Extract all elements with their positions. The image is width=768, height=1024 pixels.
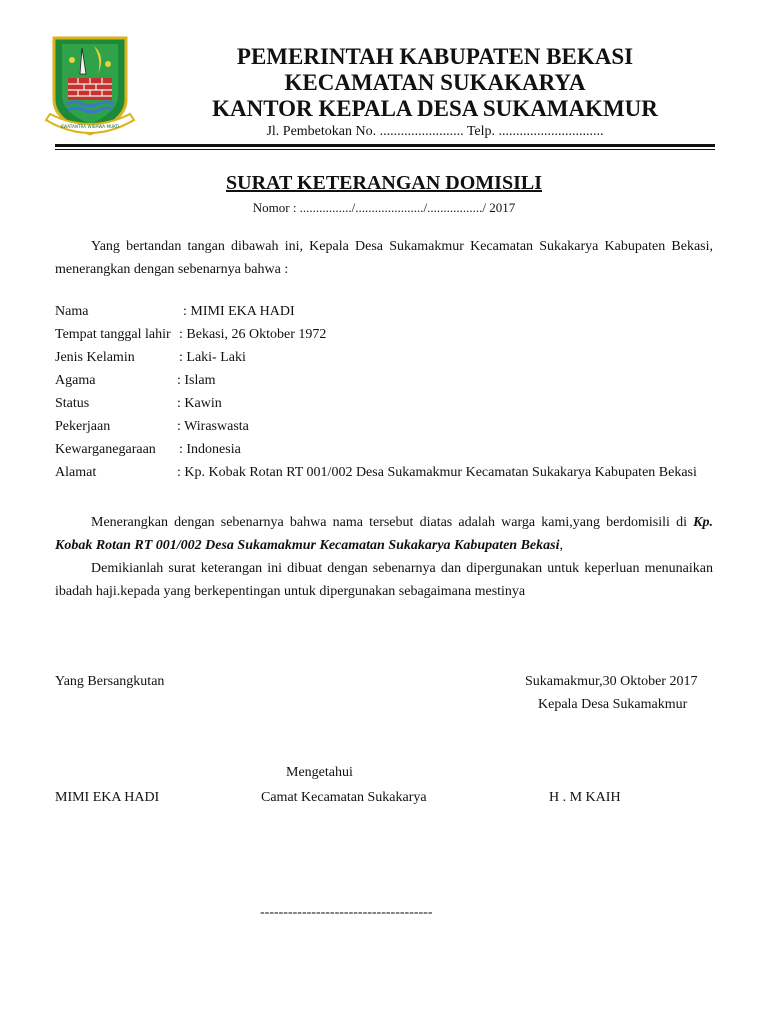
place-date: Sukamakmur,30 Oktober 2017 <box>525 674 698 689</box>
closing-text: Demikianlah surat keterangan ini dibuat dengan sebenarnya dan dipergunakan untuk keperluan menunaikan ibadah haji.kepada yang berkepentingan untuk dipergunakan sebagaimana mestinya <box>55 561 713 599</box>
field-label: Tempat tanggal lahir <box>55 327 171 342</box>
header-rule-thin <box>55 149 715 150</box>
document-number: Nomor : ................/...................../................./ 2017 <box>252 200 516 215</box>
field-value: : Kawin <box>177 396 222 411</box>
field-label: Jenis Kelamin <box>55 350 135 365</box>
field-value: : MIMI EKA HADI <box>183 304 295 319</box>
kabupaten-bekasi-logo <box>44 34 136 142</box>
field-value: : Kp. Kobak Rotan RT 001/002 Desa Sukamakmur Kecamatan Sukakarya Kabupaten Bekasi <box>177 465 697 480</box>
field-value: : Islam <box>177 373 216 388</box>
closing-paragraph <box>55 557 713 603</box>
field-value: : Indonesia <box>179 442 241 457</box>
field-label: Kewarganegaraan <box>55 442 156 457</box>
intro-text: Yang bertandan tangan dibawah ini, Kepala Desa Sukamakmur Kecamatan Sukakarya Kabupaten Bekasi, menerangkan dengan sebenarnya bahwa : <box>55 239 713 277</box>
letterhead-government: PEMERINTAH KABUPATEN BEKASI <box>236 44 634 69</box>
applicant-name: MIMI EKA HADI <box>55 790 160 805</box>
letterhead-office: KANTOR KEPALA DESA SUKAMAKMUR <box>212 96 658 121</box>
field-label: Status <box>55 396 90 411</box>
letterhead-address: Jl. Pembetokan No. ........................ Telp. .............................. <box>266 124 604 139</box>
field-label: Nama <box>55 304 89 319</box>
acknowledged-label: Mengetahui <box>286 765 353 780</box>
statement-paragraph <box>55 511 713 557</box>
statement-tail: , <box>559 538 563 553</box>
statement-address-emphasis: Kp. Kobak Rotan RT 001/002 Desa Sukamakmur Kecamatan Sukakarya Kabupaten Bekasi <box>55 515 713 553</box>
document-title: SURAT KETERANGAN DOMISILI <box>226 172 542 194</box>
field-value: : Wiraswasta <box>177 419 249 434</box>
logo-motto: SWATANTRA WIBAWA MUKTI <box>60 124 120 129</box>
village-head-title: Kepala Desa Sukamakmur <box>538 697 688 712</box>
camat-signature-line: ------------------------------------- <box>260 905 433 920</box>
applicant-label: Yang Bersangkutan <box>55 674 165 689</box>
letterhead-district: KECAMATAN SUKAKARYA <box>284 70 586 95</box>
field-label: Alamat <box>55 465 97 480</box>
camat-title: Camat Kecamatan Sukakarya <box>261 790 427 805</box>
field-label: Pekerjaan <box>55 419 111 434</box>
header-rule-thick <box>55 144 715 147</box>
intro-paragraph <box>55 235 713 281</box>
field-label: Agama <box>55 373 96 388</box>
village-head-name: H . M KAIH <box>549 790 621 805</box>
field-value: : Laki- Laki <box>179 350 246 365</box>
statement-lead: Menerangkan dengan sebenarnya bahwa nama tersebut diatas adalah warga kami,yang berdomisili di <box>91 515 694 530</box>
field-value: : Bekasi, 26 Oktober 1972 <box>179 327 327 342</box>
